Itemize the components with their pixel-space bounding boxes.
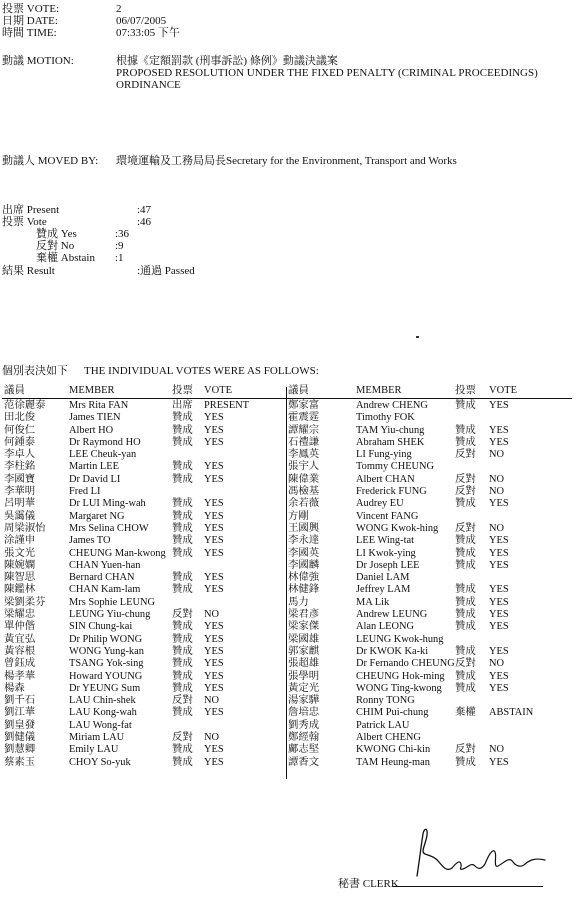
member-name-english: LI Fung-ying	[356, 449, 412, 461]
member-name-english: WONG Ting-kwong	[356, 682, 442, 694]
vote-chinese: 贊成	[172, 473, 193, 485]
yes-value: :36	[115, 228, 130, 240]
member-name-english: Martin LEE	[69, 461, 119, 473]
table-row	[0, 758, 579, 770]
member-name-chinese: 何俊仁	[4, 424, 36, 436]
date-value: 06/07/2005	[116, 15, 167, 27]
vote-english: YES	[204, 424, 224, 436]
abstain-label: 棄權 Abstain	[36, 252, 95, 264]
member-name-english: Jeffrey LAM	[356, 584, 411, 596]
member-name-english: TAM Yiu-chung	[356, 424, 425, 436]
vote-chinese: 反對	[455, 486, 476, 498]
time-value: 07:33:05 下午	[116, 27, 180, 39]
yes-label: 贊成 Yes	[36, 228, 77, 240]
table-row	[0, 549, 579, 561]
member-name-english: KWONG Chi-kin	[356, 744, 431, 756]
vote-english: YES	[204, 498, 224, 510]
vote-english: YES	[204, 522, 224, 534]
vote-english: NO	[204, 732, 220, 744]
member-name-chinese: 李卓人	[4, 449, 36, 461]
member-name-chinese: 詹培忠	[288, 707, 320, 719]
member-name-chinese: 劉健儀	[4, 732, 36, 744]
vote-chinese: 反對	[455, 522, 476, 534]
member-name-chinese: 何鍾泰	[4, 436, 36, 448]
vote-english: YES	[489, 436, 509, 448]
vote-chinese: 贊成	[172, 682, 193, 694]
member-name-english: Dr KWOK Ka-ki	[356, 645, 429, 657]
member-name-chinese: 馬力	[288, 596, 309, 608]
date-label: 日期 DATE:	[2, 15, 58, 27]
member-name-english: Miriam LAU	[69, 732, 125, 744]
vote-chinese: 反對	[455, 744, 476, 756]
member-name-chinese: 李鳳英	[288, 449, 320, 461]
member-name-english: LEE Wing-tat	[356, 535, 414, 547]
vote-chinese: 贊成	[172, 498, 193, 510]
member-name-chinese: 劉千石	[4, 695, 36, 707]
header-vote-cn-left: 投票	[172, 385, 193, 396]
vote-english: NO	[489, 473, 505, 485]
vote-chinese: 贊成	[172, 707, 193, 719]
table-row	[0, 745, 579, 757]
individual-votes-cn: 個別表決如下	[2, 365, 68, 377]
member-name-chinese: 李華明	[4, 486, 36, 498]
right-member-column	[0, 401, 579, 770]
vote-chinese: 贊成	[455, 596, 476, 608]
member-name-chinese: 梁君彥	[288, 609, 320, 621]
vote-english: YES	[204, 670, 224, 682]
vote-chinese: 贊成	[172, 522, 193, 534]
member-name-english: Audrey EU	[356, 498, 404, 510]
member-name-chinese: 曾鈺成	[4, 658, 36, 670]
vote-chinese: 反對	[172, 732, 193, 744]
member-name-english: Dr YEUNG Sum	[69, 682, 141, 694]
member-name-english: Mrs Rita FAN	[69, 400, 129, 411]
member-name-chinese: 楊森	[4, 682, 25, 694]
vote-chinese: 贊成	[172, 645, 193, 657]
member-name-english: Dr Philip WONG	[69, 633, 143, 645]
vote-chinese: 贊成	[172, 584, 193, 596]
vote-count-value: :46	[137, 216, 152, 228]
vote-chinese: 贊成	[172, 535, 193, 547]
member-name-chinese: 李永達	[288, 535, 320, 547]
vote-chinese: 贊成	[172, 670, 193, 682]
vote-chinese: 贊成	[455, 621, 476, 633]
member-name-chinese: 梁國雄	[288, 633, 320, 645]
vote-chinese: 贊成	[172, 744, 193, 756]
member-name-english: Albert CHENG	[356, 732, 421, 744]
member-name-english: Dr David LI	[69, 473, 121, 485]
table-header-rule	[2, 398, 572, 399]
table-row	[0, 413, 579, 425]
vote-english: NO	[489, 658, 505, 670]
member-name-english: LEE Cheuk-yan	[69, 449, 137, 461]
vote-english: YES	[489, 535, 509, 547]
member-name-english: Albert HO	[69, 424, 114, 436]
vote-chinese: 贊成	[172, 572, 193, 584]
present-value: :47	[137, 204, 152, 216]
vote-chinese: 贊成	[172, 756, 193, 768]
member-name-chinese: 范徐麗泰	[4, 400, 46, 411]
motion-title-english: PROPOSED RESOLUTION UNDER THE FIXED PENALTY (CRIMINAL PROCEEDINGS)	[116, 67, 538, 79]
vote-chinese: 贊成	[172, 510, 193, 522]
member-name-chinese: 楊孝華	[4, 670, 36, 682]
member-name-chinese: 方剛	[288, 510, 309, 522]
vote-english: YES	[489, 498, 509, 510]
member-name-english: CHEUNG Man-kwong	[69, 547, 166, 559]
vote-chinese: 贊成	[455, 559, 476, 571]
member-name-english: Dr Fernando CHEUNG	[356, 658, 455, 670]
member-name-chinese: 林偉強	[288, 572, 320, 584]
member-name-english: Timothy FOK	[356, 412, 415, 424]
member-name-chinese: 王國興	[288, 522, 320, 534]
member-name-english: CHEUNG Hok-ming	[356, 670, 445, 682]
header-member-en-left: MEMBER	[69, 385, 115, 396]
member-name-chinese: 郭家麒	[288, 645, 320, 657]
vote-english: YES	[204, 473, 224, 485]
member-name-chinese: 張宇人	[288, 461, 320, 473]
vote-english: ABSTAIN	[489, 707, 534, 719]
vote-english: YES	[204, 621, 224, 633]
vote-chinese: 贊成	[455, 645, 476, 657]
vote-english: NO	[204, 695, 220, 707]
vote-english: YES	[204, 645, 224, 657]
vote-english: NO	[489, 486, 505, 498]
vote-english: YES	[204, 584, 224, 596]
vote-chinese: 反對	[172, 695, 193, 707]
motion-title-english-cont: ORDINANCE	[116, 79, 181, 91]
member-name-chinese: 田北俊	[4, 412, 36, 424]
member-name-english: Dr Raymond HO	[69, 436, 141, 448]
header-member-cn-right: 議員	[288, 385, 309, 396]
vote-english: YES	[489, 596, 509, 608]
result-label: 結果 Result	[2, 265, 55, 277]
vote-chinese: 贊成	[172, 658, 193, 670]
member-name-chinese: 張學明	[288, 670, 320, 682]
member-name-chinese: 湯家驊	[288, 695, 320, 707]
member-name-chinese: 梁劉柔芬	[4, 596, 46, 608]
member-name-chinese: 黃容根	[4, 645, 36, 657]
vote-english: YES	[204, 510, 224, 522]
vote-english: YES	[204, 572, 224, 584]
member-name-english: Mrs Selina CHOW	[69, 522, 149, 534]
vote-chinese: 贊成	[455, 670, 476, 682]
header-vote-en-left: VOTE	[204, 385, 232, 396]
vote-english: YES	[489, 547, 509, 559]
vote-english: YES	[489, 756, 509, 768]
member-name-chinese: 李國麟	[288, 559, 320, 571]
table-row	[0, 462, 579, 474]
member-name-english: MA Lik	[356, 596, 390, 608]
vote-chinese: 贊成	[455, 535, 476, 547]
table-row	[0, 585, 579, 597]
member-name-english: TAM Heung-man	[356, 756, 430, 768]
member-name-chinese: 劉慧卿	[4, 744, 36, 756]
member-name-english: Abraham SHEK	[356, 436, 425, 448]
member-name-chinese: 李國寶	[4, 473, 36, 485]
member-name-english: SIN Chung-kai	[69, 621, 133, 633]
vote-english: YES	[204, 744, 224, 756]
member-name-chinese: 劉秀成	[288, 719, 320, 731]
table-row	[0, 622, 579, 634]
member-name-english: Andrew CHENG	[356, 400, 428, 411]
member-name-chinese: 黃宜弘	[4, 633, 36, 645]
member-name-chinese: 陳智思	[4, 572, 36, 584]
member-name-chinese: 劉皇發	[4, 719, 36, 731]
vote-chinese: 反對	[172, 609, 193, 621]
member-name-chinese: 林健鋒	[288, 584, 320, 596]
member-name-chinese: 呂明華	[4, 498, 36, 510]
member-name-chinese: 李柱銘	[4, 461, 36, 473]
member-name-english: CHIM Pui-chung	[356, 707, 429, 719]
member-name-english: Tommy CHEUNG	[356, 461, 435, 473]
member-name-english: James TO	[69, 535, 111, 547]
member-name-chinese: 霍震霆	[288, 412, 320, 424]
vote-english: YES	[489, 621, 509, 633]
vote-count-label: 投票 Vote	[2, 216, 47, 228]
vote-chinese: 反對	[455, 658, 476, 670]
vote-english: YES	[204, 756, 224, 768]
table-row	[0, 499, 579, 511]
vote-english: PRESENT	[204, 400, 250, 411]
vote-english: YES	[489, 682, 509, 694]
member-name-chinese: 石禮謙	[288, 436, 320, 448]
vote-chinese: 贊成	[455, 436, 476, 448]
scan-mark	[416, 336, 419, 338]
member-name-english: Alan LEONG	[356, 621, 415, 633]
member-name-chinese: 吳靄儀	[4, 510, 36, 522]
member-name-english: LEUNG Kwok-hung	[356, 633, 444, 645]
vote-english: YES	[204, 535, 224, 547]
member-name-chinese: 張文光	[4, 547, 36, 559]
member-name-chinese: 梁家傑	[288, 621, 320, 633]
table-row	[0, 659, 579, 671]
member-name-english: WONG Kwok-hing	[356, 522, 439, 534]
member-name-chinese: 單仲偕	[4, 621, 36, 633]
vote-english: YES	[489, 645, 509, 657]
member-name-english: Ronny TONG	[356, 695, 415, 707]
member-name-english: Dr Joseph LEE	[356, 559, 420, 571]
vote-english: YES	[489, 609, 509, 621]
member-name-english: Patrick LAU	[356, 719, 410, 731]
member-name-chinese: 譚耀宗	[288, 424, 320, 436]
member-name-chinese: 蔡素玉	[4, 756, 36, 768]
vote-english: NO	[489, 744, 505, 756]
motion-label: 動議 MOTION:	[2, 55, 74, 67]
no-value: :9	[115, 240, 124, 252]
member-name-chinese: 陳婉嫻	[4, 559, 36, 571]
vote-chinese: 贊成	[172, 436, 193, 448]
vote-chinese: 贊成	[455, 682, 476, 694]
vote-english: NO	[489, 522, 505, 534]
header-vote-cn-right: 投票	[455, 385, 476, 396]
vote-english: YES	[489, 670, 509, 682]
member-name-english: Emily LAU	[69, 744, 119, 756]
header-member-en-right: MEMBER	[356, 385, 402, 396]
result-value: :通過 Passed	[137, 265, 195, 277]
vote-chinese: 贊成	[172, 424, 193, 436]
member-name-chinese: 鄭經翰	[288, 732, 320, 744]
member-name-english: Margaret NG	[69, 510, 125, 522]
vote-chinese: 贊成	[455, 424, 476, 436]
abstain-value: :1	[115, 252, 124, 264]
member-name-english: Albert CHAN	[356, 473, 415, 485]
member-name-english: Daniel LAM	[356, 572, 410, 584]
member-name-chinese: 周梁淑怡	[4, 522, 46, 534]
member-name-english: Bernard CHAN	[69, 572, 135, 584]
member-name-chinese: 黃定光	[288, 682, 320, 694]
member-name-english: LEUNG Yiu-chung	[69, 609, 151, 621]
member-name-chinese: 張超雄	[288, 658, 320, 670]
vote-chinese: 贊成	[455, 547, 476, 559]
member-name-chinese: 李國英	[288, 547, 320, 559]
vote-chinese: 反對	[455, 449, 476, 461]
vote-chinese: 反對	[455, 473, 476, 485]
vote-english: YES	[204, 412, 224, 424]
table-row	[0, 536, 579, 548]
vote-chinese: 贊成	[455, 584, 476, 596]
member-name-english: Andrew LEUNG	[356, 609, 428, 621]
vote-english: NO	[489, 449, 505, 461]
motion-text	[116, 55, 538, 91]
vote-english: YES	[489, 559, 509, 571]
vote-chinese: 贊成	[455, 400, 476, 411]
vote-english: YES	[204, 658, 224, 670]
motion-title-chinese: 根據《定額罰款 (刑事訴訟) 條例》動議決議案	[116, 55, 338, 67]
member-name-english: CHAN Kam-lam	[69, 584, 141, 596]
member-name-chinese: 陳鑑林	[4, 584, 36, 596]
member-name-chinese: 譚香文	[288, 756, 320, 768]
individual-votes-en: THE INDIVIDUAL VOTES WERE AS FOLLOWS:	[84, 365, 319, 377]
member-name-english: Dr LUI Ming-wah	[69, 498, 146, 510]
member-name-english: CHAN Yuen-han	[69, 559, 141, 571]
vote-english: YES	[204, 436, 224, 448]
member-name-chinese: 鄭家富	[288, 400, 320, 411]
vote-english: NO	[204, 609, 220, 621]
table-row	[0, 672, 579, 684]
header-member-cn-left: 議員	[4, 385, 25, 396]
member-name-english: CHOY So-yuk	[69, 756, 131, 768]
member-name-chinese: 余若薇	[288, 498, 320, 510]
vote-chinese: 贊成	[172, 621, 193, 633]
vote-chinese: 出席	[172, 400, 193, 411]
member-name-english: Mrs Sophie LEUNG	[69, 596, 156, 608]
member-name-english: LAU Kong-wah	[69, 707, 137, 719]
mover-value: 環境運輸及工務局局長Secretary for the Environment, Transport and Works	[116, 155, 457, 167]
member-name-english: WONG Yung-kan	[69, 645, 144, 657]
mover-label: 動議人 MOVED BY:	[2, 155, 99, 167]
vote-number-label: 投票 VOTE:	[2, 3, 60, 15]
vote-english: YES	[204, 682, 224, 694]
clerk-signature	[405, 824, 555, 880]
no-label: 反對 No	[36, 240, 75, 252]
vote-chinese: 贊成	[172, 412, 193, 424]
member-name-english: Vincent FANG	[356, 510, 419, 522]
clerk-signature-line	[393, 886, 543, 887]
vote-chinese: 棄權	[455, 707, 476, 719]
time-label: 時間 TIME:	[2, 27, 57, 39]
member-name-english: Fred LI	[69, 486, 101, 498]
vote-chinese: 贊成	[172, 547, 193, 559]
vote-english: YES	[489, 400, 509, 411]
present-label: 出席 Present	[2, 204, 60, 216]
member-name-english: LAU Chin-shek	[69, 695, 136, 707]
vote-chinese: 贊成	[455, 609, 476, 621]
vote-english: YES	[204, 461, 224, 473]
member-name-english: James TIEN	[69, 412, 121, 424]
member-name-english: Howard YOUNG	[69, 670, 143, 682]
vote-english: YES	[204, 633, 224, 645]
vote-english: YES	[489, 424, 509, 436]
vote-chinese: 贊成	[455, 756, 476, 768]
member-name-english: TSANG Yok-sing	[69, 658, 144, 670]
member-name-english: LAU Wong-fat	[69, 719, 132, 731]
member-name-english: Frederick FUNG	[356, 486, 427, 498]
vote-english: YES	[204, 707, 224, 719]
vote-number-value: 2	[116, 3, 122, 15]
clerk-label: 秘書 CLERK	[338, 878, 399, 890]
table-row	[0, 708, 579, 720]
vote-english: YES	[489, 584, 509, 596]
header-vote-en-right: VOTE	[489, 385, 517, 396]
member-name-english: LI Kwok-ying	[356, 547, 416, 559]
vote-chinese: 贊成	[172, 633, 193, 645]
member-name-chinese: 梁耀忠	[4, 609, 36, 621]
member-name-chinese: 陳偉業	[288, 473, 320, 485]
member-name-chinese: 劉江華	[4, 707, 36, 719]
vote-english: YES	[204, 547, 224, 559]
vote-chinese: 贊成	[172, 461, 193, 473]
member-name-chinese: 馮檢基	[288, 486, 320, 498]
member-name-chinese: 鄺志堅	[288, 744, 320, 756]
member-name-chinese: 涂謹申	[4, 535, 36, 547]
vote-chinese: 贊成	[455, 498, 476, 510]
